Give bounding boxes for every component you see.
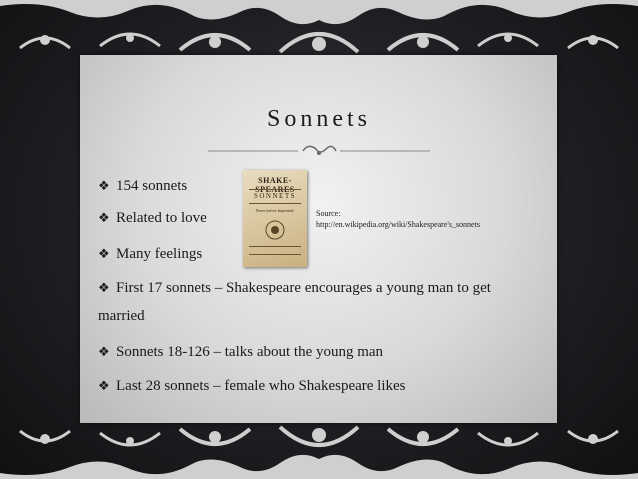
bullet-text: Sonnets 18-126 – talks about the young man <box>116 344 384 360</box>
bullet-item <box>98 376 406 397</box>
bottom-ornament-border <box>0 423 638 479</box>
bullet-text: First 17 sonnets – Shakespeare encourages a young man to get <box>116 280 491 296</box>
bullet-marker-icon: ❖ <box>98 211 110 226</box>
top-ornament-border <box>0 0 638 56</box>
book-rule <box>249 189 301 190</box>
bullet-marker-icon: ❖ <box>98 247 110 262</box>
printer-device-icon <box>263 218 287 242</box>
bullet-item <box>98 208 207 229</box>
source-link[interactable]: http://en.wikipedia.org/wiki/Shakespeare's_sonnets <box>316 220 480 229</box>
bullet-item <box>98 342 383 363</box>
book-subtitle: Neuer before Imprinted. <box>255 208 295 213</box>
sonnets-title-page-image <box>243 170 307 267</box>
bullet-marker-icon: ❖ <box>98 379 110 394</box>
book-rule <box>249 254 301 255</box>
bullet-marker-icon: ❖ <box>98 281 110 296</box>
image-source-caption <box>316 208 511 230</box>
book-title-line1: SHAKE- <box>258 176 292 185</box>
slide-title: Sonnets <box>266 106 371 132</box>
bullet-item <box>98 278 491 299</box>
bullet-text: 154 sonnets <box>116 178 188 194</box>
bullet-marker-icon: ❖ <box>98 345 110 360</box>
bullet-marker-icon: ❖ <box>98 179 110 194</box>
source-label: Source: <box>316 209 341 218</box>
book-title-line2: SONNETS <box>253 192 296 200</box>
bullet-item <box>98 176 187 197</box>
bullet-text: Last 28 sonnets – female who Shakespeare likes <box>116 378 406 394</box>
bullet-text: Many feelings <box>116 246 203 262</box>
title-divider-ornament <box>208 141 430 161</box>
bullet-text: Related to love <box>116 210 207 226</box>
bullet-item <box>98 244 202 265</box>
book-rule <box>249 246 301 247</box>
bullet-wrap-text: married <box>98 308 145 324</box>
book-rule <box>249 203 301 204</box>
